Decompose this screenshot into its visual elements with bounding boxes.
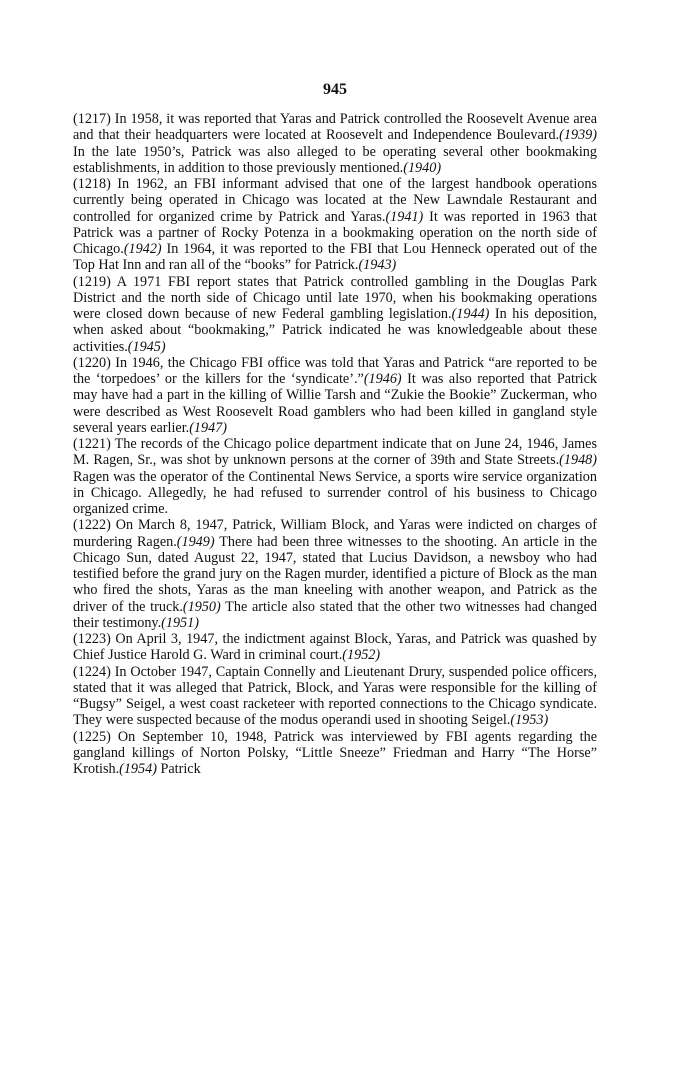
text-segment: (1218) In 1962, an FBI informant advised that one of the largest handbook operations currently being operated in Chicago was located at the New Lawndale Restaurant and controlled for organized crime by Patrick and Yaras. (73, 176, 597, 225)
footnote-ref: (1939) (559, 127, 597, 144)
footnote-ref: (1943) (358, 257, 397, 274)
paragraph-1218 (73, 176, 597, 274)
text-segment: It was reported in 1963 that Patrick was a partner of Rocky Potenza in a bookmaking operation on the north side of Chicago. (73, 208, 597, 257)
text-segment: In 1964, it was reported to the FBI that Lou Henneck operated out of the Top Hat Inn and ran all of the “books” for Patrick. (73, 241, 597, 274)
text-segment: In the late 1950’s, Patrick was also alleged to be operating several other bookmaking establishments, in addition to those previously mentioned. (73, 143, 597, 176)
text-segment: Patrick (156, 761, 201, 777)
footnote-ref: (1949) (176, 533, 215, 550)
text-segment: There had been three witnesses to the shooting. An article in the Chicago Sun, dated August 22, 1947, stated that Lucius Davidson, a newsboy who had testified before the grand jury on the Ragen murder, identified a picture of Block as the man who fired the shots, Yaras as the man kneeling with another weapon, and Patrick as the driver of the truck. (73, 533, 597, 615)
paragraph-1217 (73, 111, 597, 176)
paragraph-1219 (73, 274, 597, 355)
text-segment: (1220) In 1946, the Chicago FBI office was told that Yaras and Patrick “are reported to be the ‘torpedoes’ or the killers for the ‘syndicate’.” (73, 354, 597, 387)
text-segment: It was also reported that Patrick may have had a part in the killing of Willie Tarsh and “Zukie the Bookie” Zuckerman, who were described as West Roosevelt Road gamblers who had been killed in gangland style several years earlier. (73, 371, 598, 436)
text-segment: The article also stated that the other two witnesses had changed their testimony. (73, 598, 597, 631)
text-segment: (1224) In October 1947, Captain Connelly and Lieutenant Drury, suspended police officers, stated that it was alleged that Patrick, Block, and Yaras were responsible for the killing of “Bugsy” Seigel, a west coast racketeer with reported connections to the Chicago syndicate. They were suspected because of the modus operandi used in shooting Seigel. (73, 663, 597, 729)
text-segment: In his deposition, when asked about “bookmaking,” Patrick indicated he was knowledgeable about these activities. (73, 306, 597, 355)
text-segment: Ragen was the operator of the Continental News Service, a sports wire service organization in Chicago. Allegedly, he had refused to surrender control of his business to Chicago organized crime. (73, 468, 597, 517)
footnote-ref: (1952) (342, 647, 381, 664)
text-segment: (1225) On September 10, 1948, Patrick was interviewed by FBI agents regarding the gangland killings of Norton Polsky, “Little Sneeze” Friedman and Harry “The Horse” Krotish. (73, 728, 597, 777)
footnote-ref: (1951) (161, 614, 199, 631)
paragraph-1225 (73, 729, 597, 778)
paragraph-1224 (73, 664, 597, 729)
text-segment: (1219) A 1971 FBI report states that Patrick controlled gambling in the Douglas Park District and the north side of Chicago until late 1970, when his bookmaking operations were closed down because of new Federal gambling legislation. (73, 273, 597, 322)
footnote-ref: (1940) (403, 159, 442, 176)
footnote-ref: (1945) (127, 338, 166, 355)
paragraph-1221 (73, 436, 597, 517)
paragraph-1223 (73, 631, 597, 664)
footnote-ref: (1946) (363, 371, 402, 387)
text-segment: (1222) On March 8, 1947, Patrick, William Block, and Yaras were indicted on charges of murdering Ragen. (73, 517, 597, 550)
page-number: 945 (323, 81, 347, 98)
footnote-ref: (1942) (123, 241, 162, 257)
text-segment: (1223) On April 3, 1947, the indictment against Block, Yaras, and Patrick was quashed by Chief Justice Harold G. Ward in criminal court. (73, 631, 597, 664)
footnote-ref: (1947) (189, 419, 228, 436)
footnote-ref: (1944) (451, 306, 490, 322)
paragraph-1222 (73, 517, 597, 631)
footnote-ref: (1950) (182, 598, 221, 615)
footnote-ref: (1954) (119, 761, 157, 777)
body-text (73, 111, 597, 777)
text-segment: (1221) The records of the Chicago police department indicate that on June 24, 1946, James M. Ragen, Sr., was shot by unknown persons at the corner of 39th and State Streets. (73, 436, 597, 469)
footnote-ref: (1948) (559, 452, 597, 469)
footnote-ref: (1941) (385, 208, 424, 225)
footnote-ref: (1953) (510, 712, 549, 729)
paragraph-1220 (73, 355, 597, 436)
document-page (73, 80, 597, 777)
text-segment: (1217) In 1958, it was reported that Yaras and Patrick controlled the Roosevelt Avenue area and that their headquarters were located at Roosevelt and Independence Boulevard. (73, 111, 597, 144)
